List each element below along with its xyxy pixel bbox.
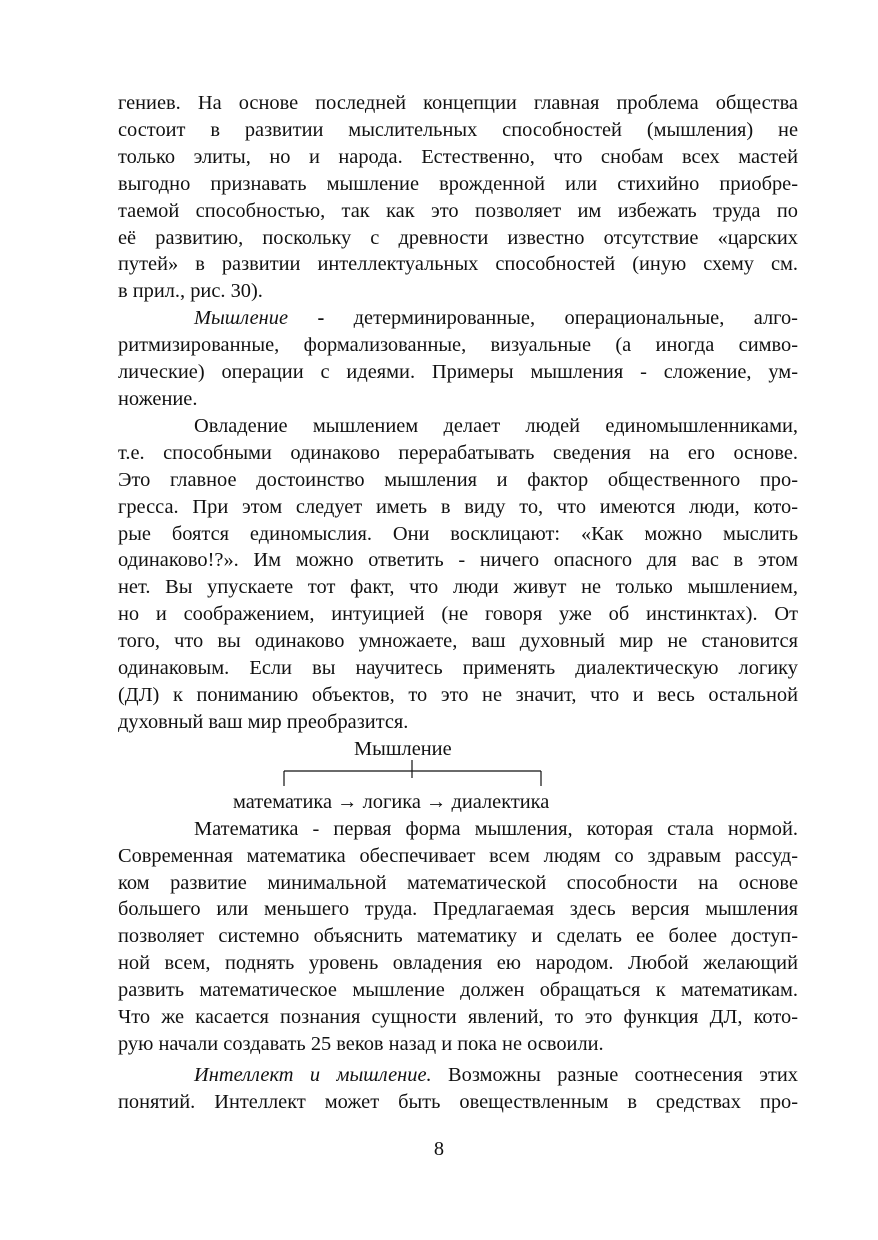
page-text [118,90,798,1116]
text-line: ком развитие минимальной математической способности на основе [118,871,798,894]
text-line: в прил., рис. 30). [118,280,263,303]
text-line: нет. Вы упускаете тот факт, что люди живут не только мышлением, [118,576,798,599]
paragraph-3 [118,413,798,736]
text-line: выгодно признавать мышление врожденной или стихийно приобре- [118,172,798,195]
text-line: ритмизированные, формализованные, визуальные (а иногда симво- [118,334,798,357]
paragraph-5 [118,1062,798,1116]
text-line: таемой способностью, так как это позволяет им избежать труда по [118,199,798,222]
text-line: Овладение мышлением делает людей единомышленниками, [194,414,798,437]
text-line: рые боятся единомыслия. Они восклицают: «Как можно мыслить [118,522,798,545]
text-line: лические) операции с идеями. Примеры мышления - сложение, ум- [118,361,798,384]
text-line: духовный ваш мир преобразится. [118,710,409,733]
text-line: одинаковым. Если вы научитесь применять диалектическую логику [118,657,798,680]
text-line: ной всем, поднять уровень овладения ею народом. Любой желающий [118,952,798,975]
text-line: одинаково!?». Им можно ответить - ничего опасного для вас в этом [118,549,798,572]
diagram-title: Мышление [354,737,452,760]
text-line: путей» в развитии интеллектуальных способностей (иную схему см. [118,253,798,276]
text-line: т.е. способными одинаково перерабатывать сведения на его основе. [118,441,798,464]
text-line: гресса. При этом следует иметь в виду то, что имеются люди, кото- [118,495,798,518]
text-line: только элиты, но и народа. Естественно, что снобам всех мастей [118,145,798,168]
text-line: позволяет системно объяснить математику и сделать ее более доступ- [118,925,798,948]
text-line: большего или меньшего труда. Предлагаемая здесь версия мышления [118,898,798,921]
text-line: понятий. Интеллект может быть овеществленным в средствах про- [118,1090,798,1113]
paragraph-4 [118,816,798,1058]
text-line: Что же касается познания сущности явлений, то это функция ДЛ, кото- [118,1006,798,1029]
text-line: гениев. На основе последней концепции главная проблема общества [118,92,798,114]
text-line: но и соображением, интуицией (не говоря уже об инстинктах). От [118,603,798,626]
paragraph-1 [118,90,798,305]
text-line: (ДЛ) к пониманию объектов, то это не значит, что и весь остальной [118,683,798,706]
page-number: 8 [433,1138,445,1160]
text-line: состоит в развитии мыслительных способностей (мышления) не [118,118,798,141]
text-line [118,1062,798,1089]
text-line: рую начали создавать 25 веков назад и пока не освоили. [118,1033,604,1055]
text-line: ножение. [118,387,198,410]
text-line: Это главное достоинство мышления и фактор общественного про- [118,468,798,491]
text-line: развить математическое мышление должен обращаться к математикам. [118,979,798,1002]
text-line: её развитию, поскольку с древности известно отсутствие «царских [118,226,798,249]
dash: - [288,307,354,330]
text-line: Математика - первая форма мышления, которая стала нормой. [194,817,798,840]
text-line [118,305,798,332]
text-segment: Возможны разные соотнесения этих [431,1063,798,1086]
thinking-diagram [118,736,798,816]
text-segment: детерминированные, операциональные, алго- [353,307,798,330]
text-line: Современная математика обеспечивает всем людям со здравым рассуд- [118,844,798,867]
paragraph-2 [118,305,798,413]
diagram-chain: математика → логика → диалектика [233,790,550,813]
text-line: того, что вы одинаково умножаете, ваш духовный мир не становится [118,630,798,653]
term-mышление: Мышление [194,307,288,330]
term-intellect: Интеллект и мышление. [194,1063,432,1086]
